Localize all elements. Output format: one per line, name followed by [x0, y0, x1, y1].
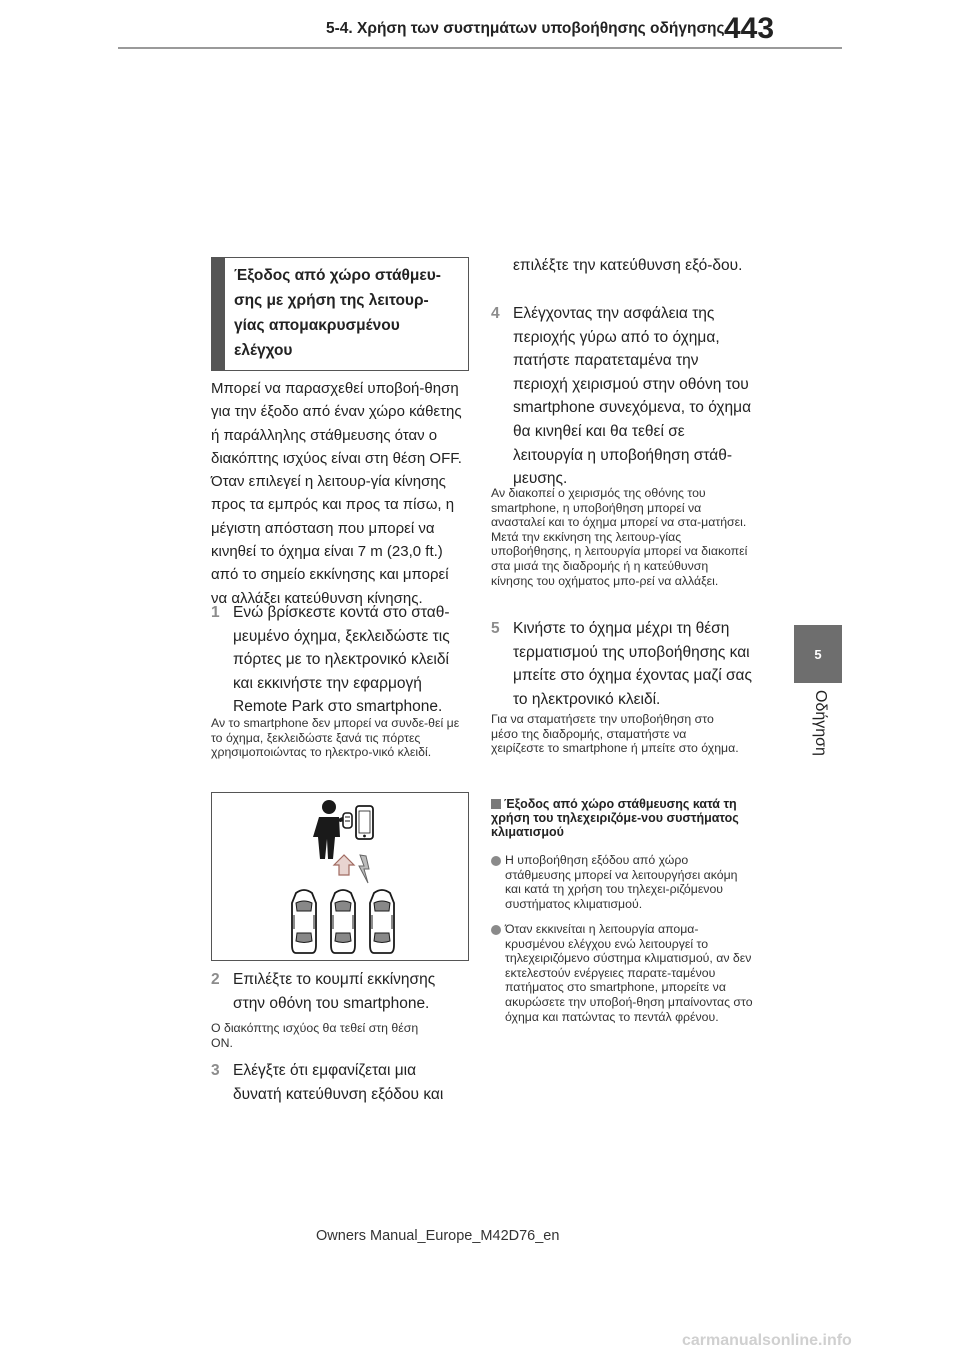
section-heading-box — [211, 257, 469, 371]
section-heading-bar — [212, 258, 225, 370]
remote-park-illustration-graphic — [212, 793, 468, 960]
step-number: 5 — [491, 620, 500, 637]
step-3-continued — [491, 254, 753, 278]
step-5 — [491, 617, 753, 711]
bullet-text: Όταν εκκινείται η λειτουργία απομα-κρυσμένου ελέγχου ενώ λειτουργεί το τηλεχειριζόμενο σύστημα κλιματισμού, αν δεν εκτελεστούν ενέργειες παρατε-ταμένου πατήματος στο smartphone, μπορείτε να ακυρώσετε την υποβοή-θηση μπαίνοντας στο όχημα και πατώντας το πεντάλ φρένου. — [505, 922, 753, 1024]
step-1-note: Αν το smartphone δεν μπορεί να συνδε-θεί με το όχημα, ξεκλειδώστε ξανά τις πόρτες χρησιμοποιώντας το ηλεκτρο-νικό κλειδί. — [211, 716, 460, 760]
round-bullet-icon — [491, 925, 501, 935]
step-text: Ελέγξτε ότι εμφανίζεται μια δυνατή κατεύθυνση εξόδου και — [233, 1062, 444, 1103]
parked-cars — [292, 890, 394, 953]
step-number: 3 — [211, 1062, 220, 1079]
round-bullet-icon — [491, 856, 501, 866]
step-4-note: Αν διακοπεί ο χειρισμός της οθόνης του smartphone, η υποβοήθηση μπορεί να ανασταλεί και το όχημα μπορεί να στα-ματήσει. Μετά την εκκίνηση της λειτουρ-γίας υποβοήθησης, η λειτουργία μπορεί να διακοπεί στα μισά της διαδρομής ή η κατεύθυνση κίνησης του οχήματος μπο-ρεί να αλλάξει. — [491, 486, 748, 588]
step-text: Ενώ βρίσκεστε κοντά στο σταθ-μευμένο όχημα, ξεκλειδώστε τις πόρτες με το ηλεκτρονικό κλειδί και εκκινήστε την εφαρμογή Remote Park στο smartphone. — [233, 604, 450, 716]
page-number: 443 — [724, 12, 775, 45]
step-1 — [211, 601, 467, 719]
step-number: 4 — [491, 305, 500, 322]
step-number: 2 — [211, 971, 220, 988]
section-title: Έξοδος από χώρο στάθμευ-σης με χρήση της λειτουρ-γίας απομακρυσμένου ελέγχου — [234, 267, 441, 359]
remote-park-illustration — [211, 792, 469, 961]
car-icon — [331, 890, 355, 953]
bullet-item — [491, 853, 753, 911]
bullet-text: Η υποβοήθηση εξόδου από χώρο στάθμευσης μπορεί να λειτουργήσει ακόμη και κατά τη χρήση του τηλεχει-ριζόμενου συστήματος κλιματισμού. — [505, 853, 738, 911]
car-icon — [370, 890, 394, 953]
header-section-title: 5-4. Χρήση των συστημάτων υποβοήθησης οδήγησης — [326, 20, 725, 37]
subsection-title-text: Έξοδος από χώρο στάθμευσης κατά τη χρήση του τηλεχειριζόμε-νου συστήματος κλιματισμού — [491, 797, 739, 839]
smartphone-icon — [356, 806, 373, 839]
chapter-label: Οδήγηση — [812, 690, 829, 756]
key-fob-icon — [343, 813, 352, 828]
step-text: Κινήστε το όχημα μέχρι τη θέση τερματισμού της υποβοήθησης και μπείτε στο όχημα έχοντας μαζί σας το ηλεκτρονικό κλειδί. — [513, 620, 752, 708]
step-5-note: Για να σταματήσετε την υποβοήθηση στο μέσο της διαδρομής, σταματήστε να χειρίζεστε το smartphone ή μπείτε στο όχημα. — [491, 712, 739, 756]
wireless-signal-icon — [359, 855, 369, 883]
step-text: επιλέξτε την κατεύθυνση εξό-δου. — [513, 257, 743, 274]
section-intro: Μπορεί να παρασχεθεί υποβοή-θηση για την έξοδο από έναν χώρο κάθετης ή παράλληλης στάθμευσης όταν ο διακόπτης ισχύος είναι στη θέση OFF. Όταν επιλεγεί η λειτουρ-γία κίνησης προς τα εμπρός και προς τα πίσω, η μέγιστη απόσταση που μπορεί να κινηθεί το όχημα είναι 7 m (23,0 ft.) από το σημείο εκκίνησης και μπορεί να αλλάξει κατεύθυνση κίνησης. — [211, 380, 462, 607]
footer-text: Owners Manual_Europe_M42D76_en — [316, 1228, 560, 1244]
bullet-item — [491, 922, 753, 1024]
header-divider — [118, 47, 842, 49]
step-2 — [211, 968, 467, 1015]
step-number: 1 — [211, 604, 220, 621]
watermark: carmanualsonline.info — [682, 1332, 852, 1349]
chapter-tab — [794, 625, 842, 683]
step-4 — [491, 302, 753, 491]
step-text: Ελέγχοντας την ασφάλεια της περιοχής γύρω από το όχημα, πατήστε παρατεταμένα την περιοχή χειρισμού στην οθόνη του smartphone συνεχόμενα, το όχημα θα κινηθεί και θα τεθεί σε λειτουργία η υποβοήθηση στάθ-μευσης. — [513, 305, 752, 488]
step-3 — [211, 1059, 467, 1106]
arrow-up-icon — [334, 855, 354, 875]
car-icon — [292, 890, 316, 953]
person-icon — [313, 800, 351, 859]
step-text: Επιλέξτε το κουμπί εκκίνησης στην οθόνη του smartphone. — [233, 971, 436, 1012]
chapter-number: 5 — [814, 646, 822, 662]
square-bullet-icon — [491, 799, 501, 809]
step-2-note: Ο διακόπτης ισχύος θα τεθεί στη θέση ON. — [211, 1021, 419, 1050]
subsection-title — [491, 797, 753, 839]
